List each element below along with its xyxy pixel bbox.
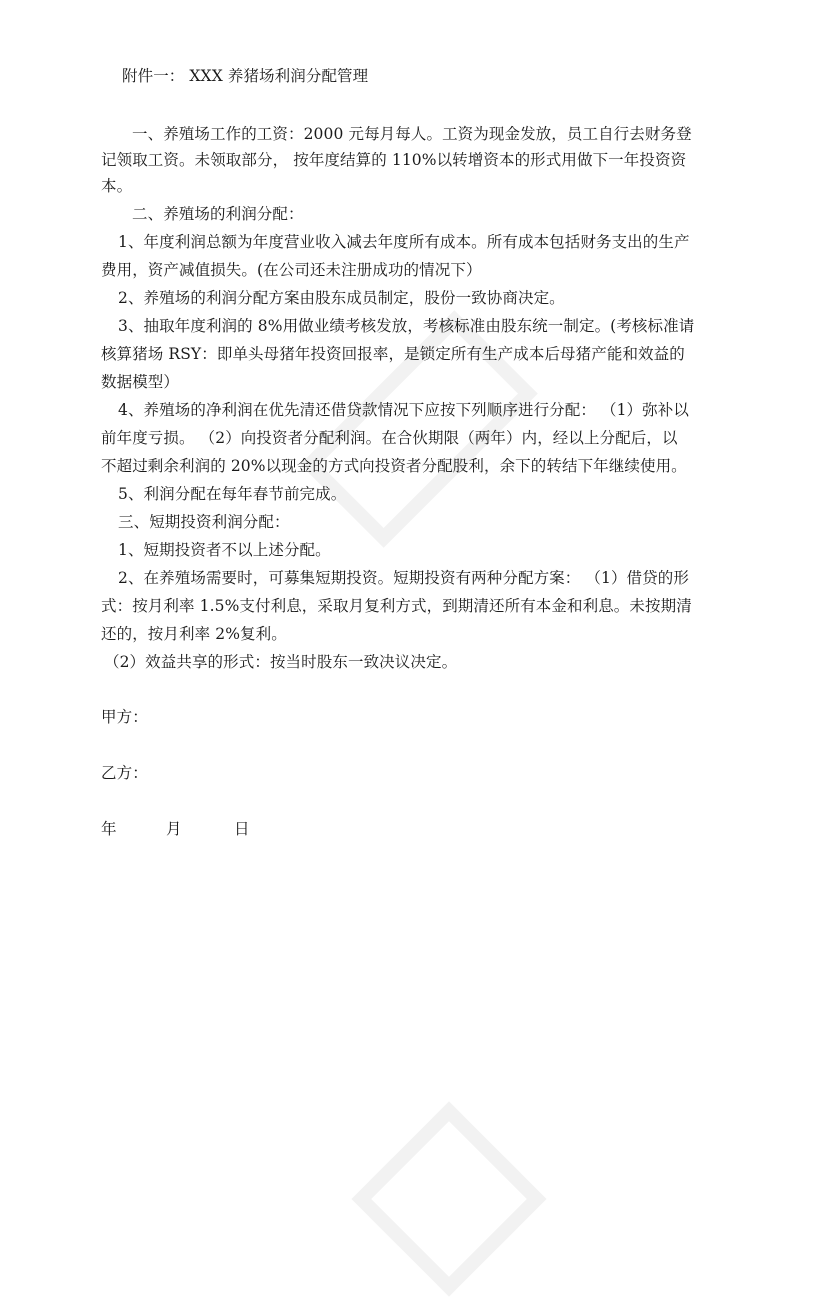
paragraph-line: 4、养殖场的净利润在优先清还借贷款情况下应按下列顺序进行分配： （1）弥补以 <box>118 401 689 419</box>
paragraph-line: 不超过剩余利润的 20%以现金的方式向投资者分配股利，余下的转结下年继续使用。 <box>101 457 687 475</box>
party-a-label: 甲方： <box>101 708 148 726</box>
paragraph-line: 记领取工资。未领取部分， 按年度结算的 110%以转增资本的形式用做下一年投资资 <box>101 151 687 169</box>
section-heading: 三、短期投资利润分配： <box>118 513 290 531</box>
paragraph-line: 本。 <box>101 177 133 195</box>
paragraph-line: 2、在养殖场需要时，可募集短期投资。短期投资有两种分配方案： （1）借贷的形 <box>118 569 689 587</box>
document-title: 附件一： XXX 养猪场利润分配管理 <box>122 67 369 85</box>
paragraph-line: 前年度亏损。 （2）向投资者分配利润。在合伙期限（两年）内，经以上分配后，以 <box>101 429 678 447</box>
paragraph-line: 费用，资产减值损失。(在公司还未注册成功的情况下） <box>101 261 482 279</box>
watermark-shape <box>351 1101 546 1296</box>
date-year-label: 年 <box>101 820 117 838</box>
paragraph-line: 核算猪场 RSY：即单头母猪年投资回报率，是锁定所有生产成本后母猪产能和效益的 <box>101 345 685 363</box>
paragraph-line: 式：按月利率 1.5%支付利息，采取月复利方式，到期清还所有本金和利息。未按期清 <box>101 597 692 615</box>
paragraph-line: 1、短期投资者不以上述分配。 <box>118 541 331 559</box>
party-b-label: 乙方： <box>101 764 148 782</box>
paragraph-line: 3、抽取年度利润的 8%用做业绩考核发放，考核标准由股东统一制定。(考核标准请 <box>118 317 695 335</box>
date-month-label: 月 <box>166 820 182 838</box>
paragraph-line: 5、利润分配在每年春节前完成。 <box>118 485 347 503</box>
paragraph-line: 还的，按月利率 2%复利。 <box>101 625 287 643</box>
paragraph-line: 数据模型） <box>101 373 180 391</box>
paragraph-line: 2、养殖场的利润分配方案由股东成员制定，股份一致协商决定。 <box>118 289 565 307</box>
paragraph-line: 1、年度利润总额为年度营业收入减去年度所有成本。所有成本包括财务支出的生产 <box>118 233 690 251</box>
date-day-label: 日 <box>234 820 250 838</box>
paragraph-line: （2）效益共享的形式：按当时股东一致决议决定。 <box>104 653 458 671</box>
paragraph-line: 一、养殖场工作的工资：2000 元每月每人。工资为现金发放，员工自行去财务登 <box>132 125 692 143</box>
section-heading: 二、养殖场的利润分配： <box>132 205 304 223</box>
